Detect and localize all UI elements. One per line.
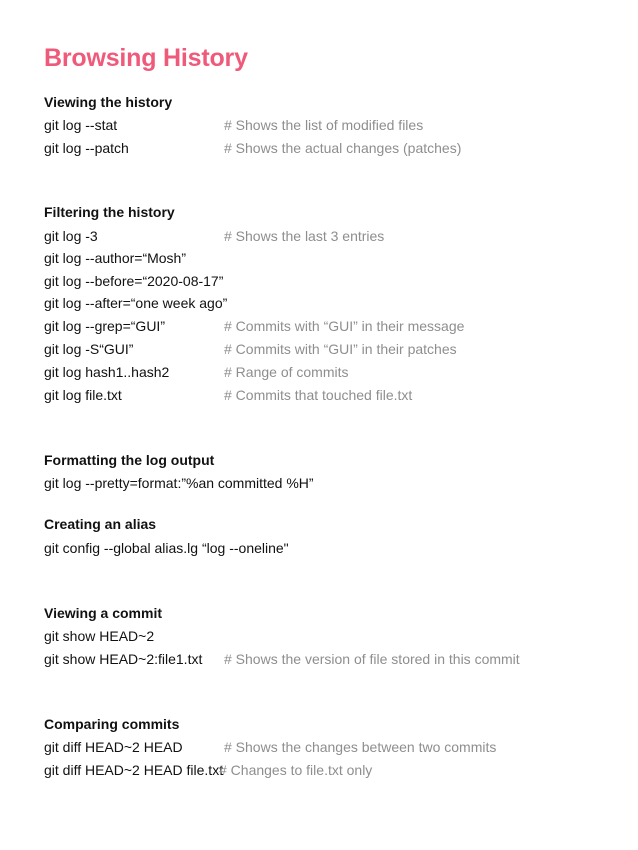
command-row (44, 537, 624, 559)
command-text: git log file.txt (44, 387, 122, 403)
section-heading-comparing-commits: Comparing commits (44, 716, 180, 732)
command-row (44, 625, 624, 647)
command-comment: # Commits with “GUI” in their patches (224, 341, 457, 357)
section-heading-viewing-commit: Viewing a commit (44, 605, 162, 621)
command-row (44, 270, 624, 292)
command-comment: # Shows the list of modified files (224, 117, 424, 133)
command-text: git log --grep=“GUI” (44, 318, 165, 334)
command-row (44, 472, 624, 494)
command-text: git log --patch (44, 140, 129, 156)
command-text: git log --before=“2020-08-17” (44, 273, 224, 289)
section-heading-viewing-history: Viewing the history (44, 94, 173, 110)
command-row (44, 338, 624, 360)
command-comment: # Shows the last 3 entries (224, 228, 385, 244)
command-text: git log --after=“one week ago” (44, 295, 228, 311)
command-comment: # Range of commits (224, 364, 349, 380)
command-comment: # Shows the version of file stored in this commit (224, 651, 520, 667)
page-title: Browsing History (44, 44, 248, 72)
command-text: git log -3 (44, 228, 98, 244)
command-row (44, 114, 624, 136)
command-row (44, 247, 624, 269)
command-text: git show HEAD~2 (44, 628, 155, 644)
command-text: git log --pretty=format:”%an committed %H” (44, 475, 314, 491)
command-row (44, 736, 624, 758)
command-row (44, 384, 624, 406)
command-row (44, 648, 624, 670)
section-heading-creating-alias: Creating an alias (44, 516, 157, 532)
command-row (44, 137, 624, 159)
command-row (44, 315, 624, 337)
command-text: git diff HEAD~2 HEAD file.txt (44, 762, 224, 778)
command-text: git log hash1..hash2 (44, 364, 170, 380)
command-text: git diff HEAD~2 HEAD (44, 739, 183, 755)
command-text: git show HEAD~2:file1.txt (44, 651, 203, 667)
command-comment: # Changes to file.txt only (219, 762, 373, 778)
section-heading-filtering-history: Filtering the history (44, 204, 175, 220)
command-row (44, 759, 624, 781)
command-row (44, 361, 624, 383)
command-comment: # Commits that touched file.txt (224, 387, 413, 403)
command-comment: # Shows the actual changes (patches) (224, 140, 462, 156)
command-text: git log --author=“Mosh” (44, 250, 187, 266)
command-text: git config --global alias.lg “log --oneline" (44, 540, 289, 556)
command-row (44, 225, 624, 247)
section-heading-formatting-output: Formatting the log output (44, 452, 215, 468)
command-row (44, 292, 624, 314)
command-text: git log --stat (44, 117, 118, 133)
command-comment: # Shows the changes between two commits (224, 739, 497, 755)
command-comment: # Commits with “GUI” in their message (224, 318, 465, 334)
command-text: git log -S“GUI” (44, 341, 134, 357)
